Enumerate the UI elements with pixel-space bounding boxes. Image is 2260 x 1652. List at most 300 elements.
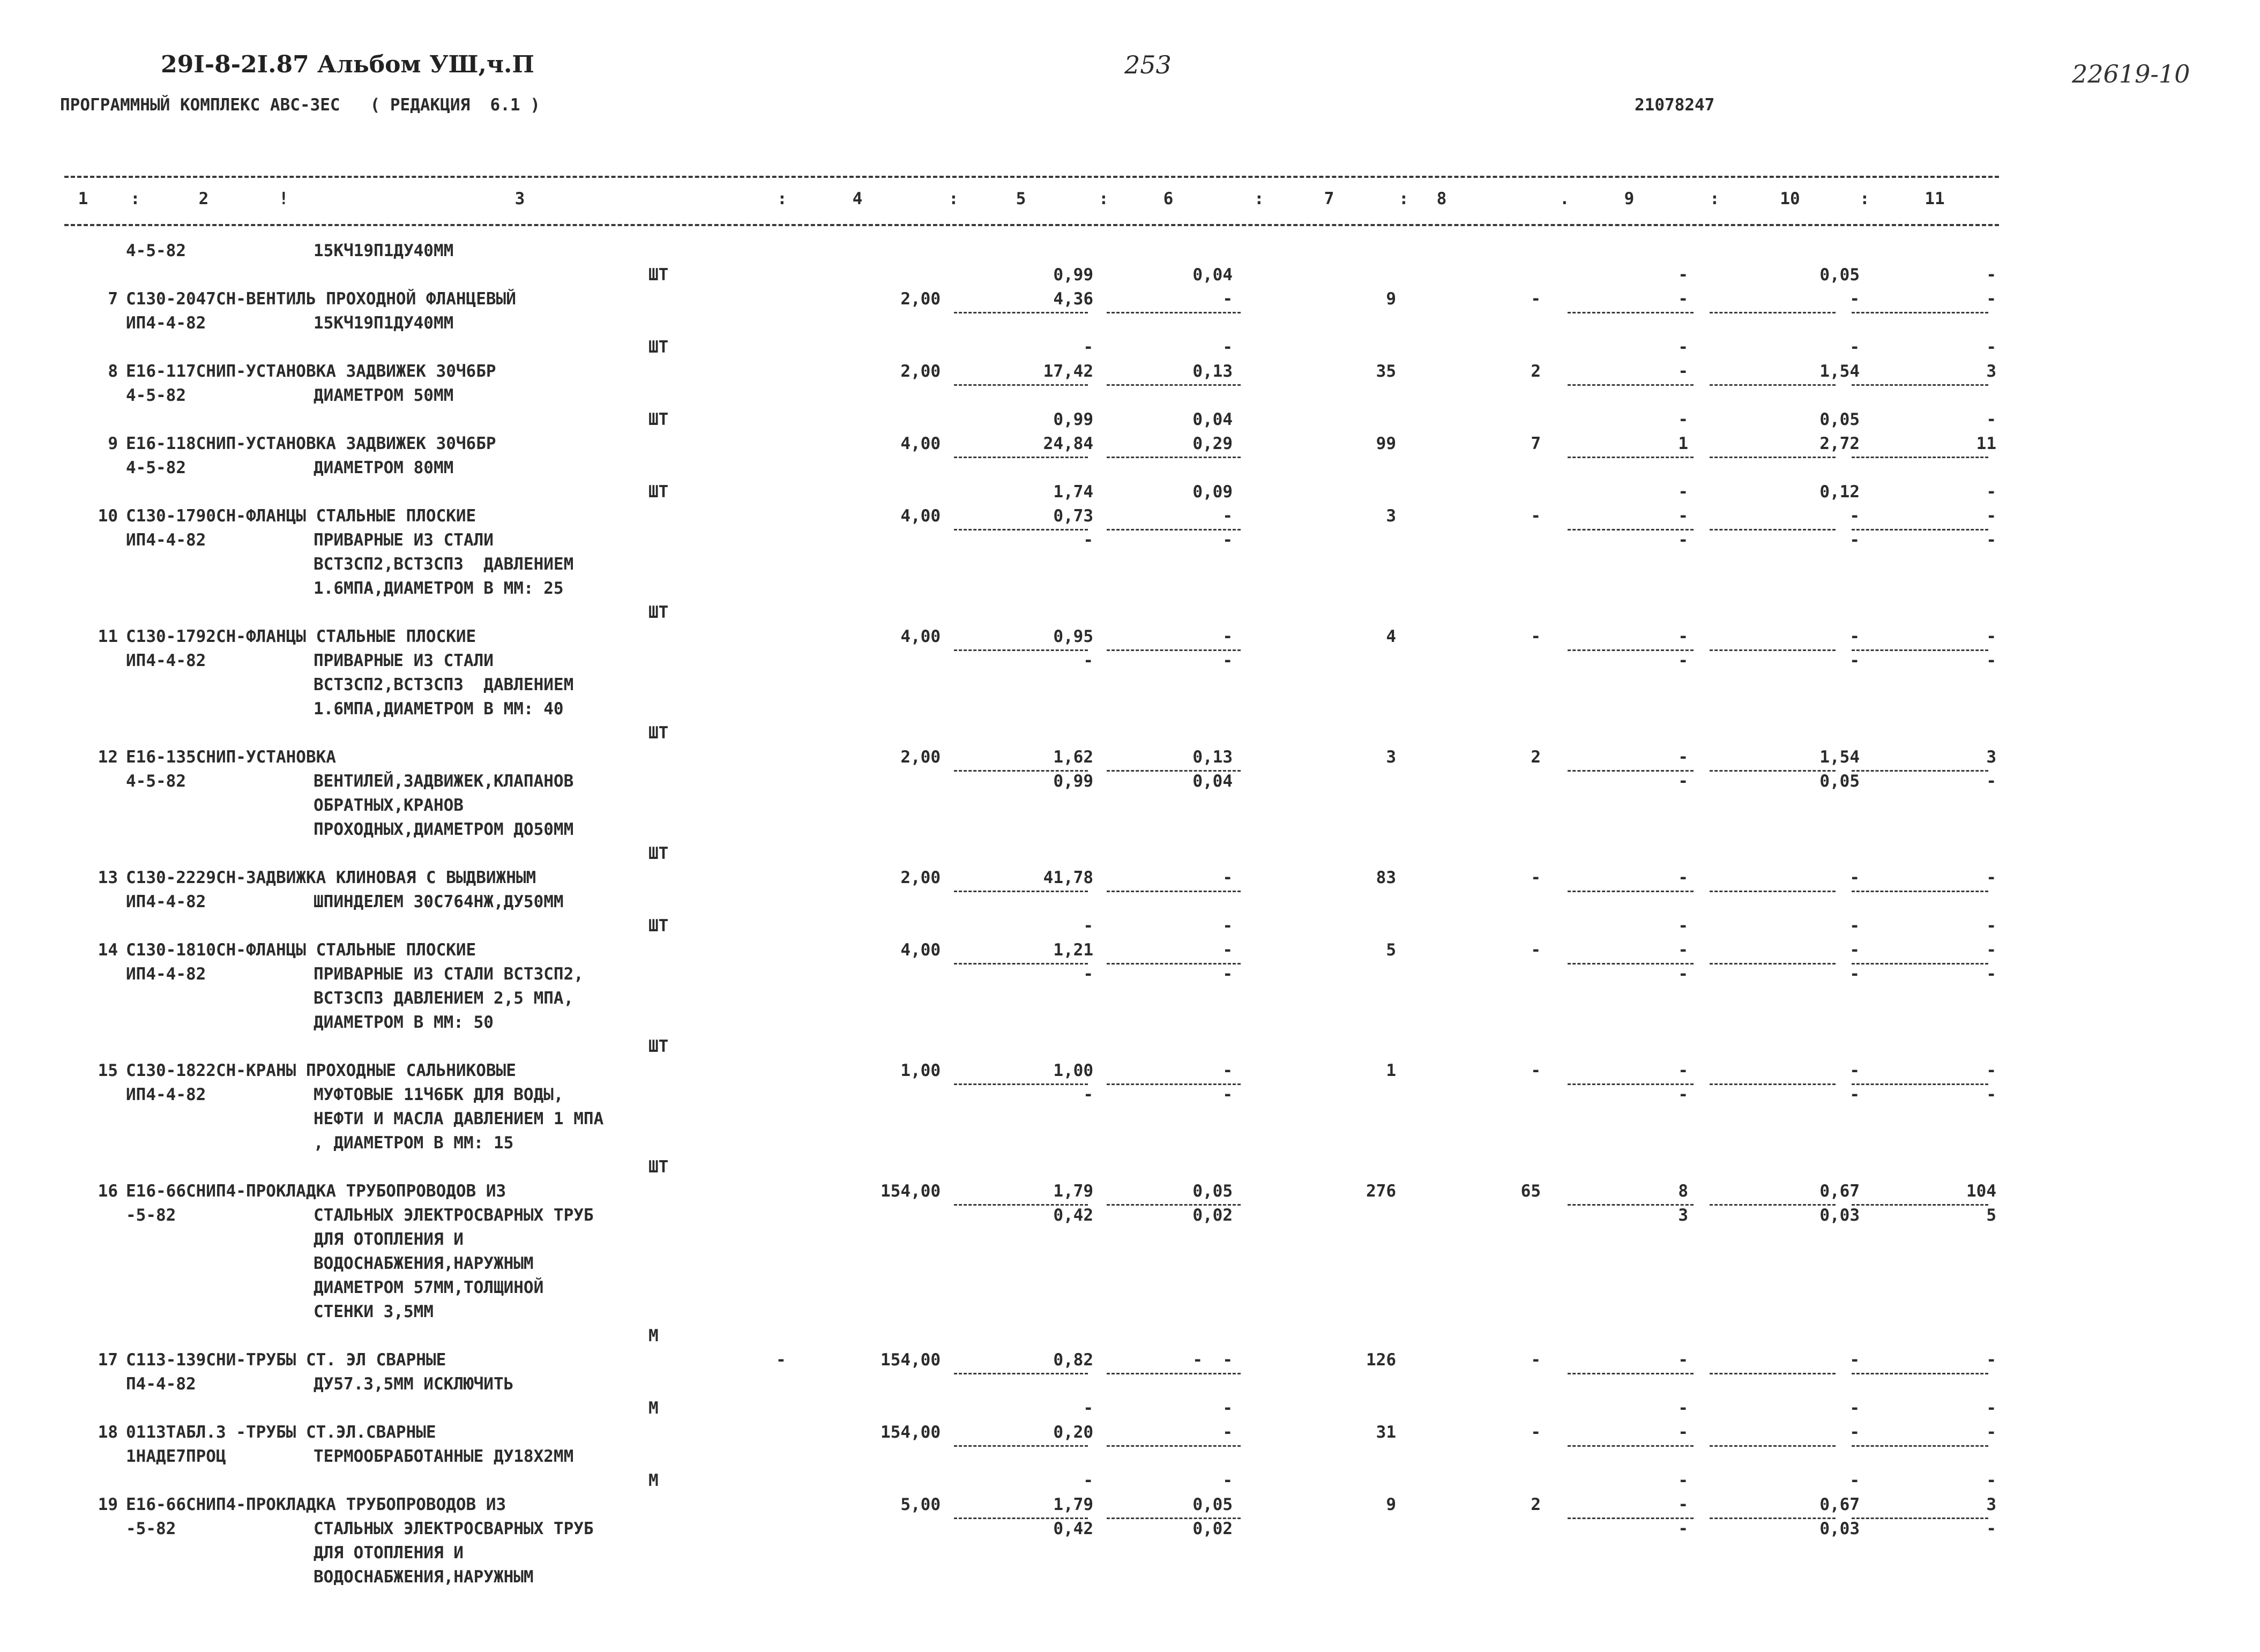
cell-c5: 4,36 — [1053, 289, 1093, 309]
cell-divider — [954, 384, 1088, 386]
cell-c5: 0,95 — [1053, 627, 1093, 646]
column-separator: : — [1099, 189, 1109, 208]
cell-c5: 41,78 — [1043, 868, 1093, 887]
cell-c6: - — [1222, 868, 1233, 887]
row-number: 11 — [98, 627, 118, 646]
row-number: 10 — [98, 506, 118, 526]
cell-c5b: 0,99 — [1053, 410, 1093, 429]
cell-c10b: 0,03 — [1819, 1519, 1860, 1538]
unit-label: ШТ — [648, 916, 669, 936]
cell-c9b: - — [1678, 1519, 1688, 1538]
unit-label: ШТ — [648, 603, 669, 622]
column-header-9: 9 — [1624, 189, 1635, 208]
table-top-rule — [64, 176, 1999, 178]
cell-c5: 0,82 — [1053, 1350, 1093, 1370]
cell-divider — [1568, 891, 1694, 892]
unit-label: ШТ — [648, 723, 669, 743]
unit-label: ШТ — [648, 844, 669, 863]
column-separator: : — [130, 189, 140, 208]
item-description-line: ВОДОСНАБЖЕНИЯ,НАРУЖНЫМ — [314, 1567, 534, 1587]
row-number: 12 — [98, 747, 118, 767]
item-description-line: ДУ57.3,5ММ ИСКЛЮЧИТЬ — [314, 1374, 514, 1394]
column-header-10: 10 — [1780, 189, 1800, 208]
cell-divider — [1107, 1373, 1241, 1374]
cell-c8: - — [1531, 940, 1541, 960]
cell-divider — [954, 1373, 1088, 1374]
item-description-line: 1.6МПА,ДИАМЕТРОМ В ММ: 25 — [314, 579, 564, 598]
item-code-line: С130-2047СН-ВЕНТИЛЬ ПРОХОДНОЙ ФЛАНЦЕВЫЙ — [126, 289, 516, 309]
cell-c5b: 0,42 — [1053, 1206, 1093, 1225]
cell-c6b: - — [1222, 916, 1233, 936]
cell-c11b: 5 — [1986, 1206, 1996, 1225]
column-header-8: 8 — [1436, 189, 1447, 208]
cell-c9b: - — [1678, 965, 1688, 984]
item-description-line: ТЕРМООБРАБОТАННЫЕ ДУ18Х2ММ — [314, 1447, 574, 1466]
item-code-line: 1НАДЕ7ПРОЦ — [126, 1447, 226, 1466]
cell-c5b: - — [1083, 651, 1093, 670]
item-description-line: ДИАМЕТРОМ В ММ: 50 — [314, 1013, 494, 1032]
cell-c5: 1,62 — [1053, 747, 1093, 767]
cell-divider — [1107, 891, 1241, 892]
cell-c9: - — [1678, 1495, 1688, 1514]
cell-c9: - — [1678, 1061, 1688, 1080]
item-code-line: Е16-66СНИП4-ПРОКЛАДКА ТРУБОПРОВОДОВ ИЗ — [126, 1182, 506, 1201]
item-description-line: ПРИВАРНЫЕ ИЗ СТАЛИ — [314, 530, 494, 550]
cell-c8: 2 — [1531, 362, 1541, 381]
cell-c8: - — [1531, 1061, 1541, 1080]
item-code-line: Е16-135СНИП-УСТАНОВКА — [126, 747, 336, 767]
cell-c6: - — [1222, 506, 1233, 526]
column-header-5: 5 — [1016, 189, 1026, 208]
cell-divider — [1568, 457, 1694, 458]
item-description-line: ДИАМЕТРОМ 50ММ — [314, 386, 454, 405]
cell-c11: - — [1986, 627, 1996, 646]
cell-c6b: - — [1222, 1471, 1233, 1490]
row-number: 18 — [98, 1423, 118, 1442]
cell-c6b: - — [1222, 1399, 1233, 1418]
cell-qty: 5,00 — [900, 1495, 941, 1514]
item-description-line: ПРОХОДНЫХ,ДИАМЕТРОМ ДО50ММ — [314, 820, 574, 839]
item-description-line: ВЕНТИЛЕЙ,ЗАДВИЖЕК,КЛАПАНОВ — [314, 772, 574, 791]
row-number: 15 — [98, 1061, 118, 1080]
cell-c11b: - — [1986, 1399, 1996, 1418]
cell-c11b: - — [1986, 265, 1996, 285]
cell-c6: 0,29 — [1192, 434, 1233, 453]
unit-label: ШТ — [648, 265, 669, 285]
cell-c8: - — [1531, 289, 1541, 309]
item-description-line: 15КЧ19П1ДУ40ММ — [314, 241, 454, 260]
item-description-line: ДЛЯ ОТОПЛЕНИЯ И — [314, 1230, 464, 1249]
cell-c10b: - — [1849, 916, 1860, 936]
table-header-rule — [64, 224, 1999, 226]
cell-c8: 65 — [1520, 1182, 1541, 1201]
row-number: 19 — [98, 1495, 118, 1514]
cell-divider — [1568, 384, 1694, 386]
cell-c11: 3 — [1986, 1495, 1996, 1514]
cell-qty: 2,00 — [900, 868, 941, 887]
cell-c8: 7 — [1531, 434, 1541, 453]
cell-divider — [1107, 457, 1241, 458]
cell-divider — [1710, 312, 1836, 313]
item-code-line: -5-82 — [126, 1519, 176, 1538]
item-code-line: С130-2229СН-ЗАДВИЖКА КЛИНОВАЯ С ВЫДВИЖНЫМ — [126, 868, 536, 887]
cell-c9b: - — [1678, 1399, 1688, 1418]
cell-divider — [1710, 891, 1836, 892]
cell-c9b: - — [1678, 1085, 1688, 1104]
item-code-line: Е16-118СНИП-УСТАНОВКА ЗАДВИЖЕК 30Ч6БР — [126, 434, 496, 453]
item-code-line: ИП4-4-82 — [126, 530, 206, 550]
cell-c11: - — [1986, 1423, 1996, 1442]
cell-c7: 1 — [1386, 1061, 1396, 1080]
cell-c6: 0,05 — [1192, 1182, 1233, 1201]
cell-qty: 2,00 — [900, 747, 941, 767]
unit-label: ШТ — [648, 410, 669, 429]
cell-qty: 4,00 — [900, 940, 941, 960]
item-description-line: ОБРАТНЫХ,КРАНОВ — [314, 796, 464, 815]
unit-label: М — [648, 1399, 659, 1418]
cell-divider — [1710, 1373, 1836, 1374]
cell-c9b: - — [1678, 651, 1688, 670]
cell-divider — [1710, 457, 1836, 458]
cell-c10b: - — [1849, 338, 1860, 357]
column-header-2: 2 — [198, 189, 209, 208]
cell-divider — [1852, 891, 1988, 892]
cell-c10b: - — [1849, 651, 1860, 670]
cell-c6: - — [1222, 289, 1233, 309]
item-description-line: , ДИАМЕТРОМ В ММ: 15 — [314, 1133, 514, 1153]
item-description-line: 15КЧ19П1ДУ40ММ — [314, 313, 454, 333]
cell-c10: - — [1849, 1423, 1860, 1442]
cell-c6b: - — [1222, 530, 1233, 550]
cell-divider — [1852, 1445, 1988, 1447]
cell-c5: 1,21 — [1053, 940, 1093, 960]
column-separator: : — [777, 189, 787, 208]
cell-c10: 1,54 — [1819, 747, 1860, 767]
cell-divider — [1107, 1445, 1241, 1447]
cell-c5: 24,84 — [1043, 434, 1093, 453]
cell-c10: 0,67 — [1819, 1495, 1860, 1514]
program-title: ПРОГРАММНЫЙ КОМПЛЕКС АВС-ЗЕС ( РЕДАКЦИЯ 6.1 ) — [60, 95, 540, 115]
cell-c6b: 0,02 — [1192, 1519, 1233, 1538]
cell-c9: - — [1678, 506, 1688, 526]
item-description-line: 1.6МПА,ДИАМЕТРОМ В ММ: 40 — [314, 699, 564, 719]
cell-c5b: 0,99 — [1053, 772, 1093, 791]
column-separator: : — [1399, 189, 1409, 208]
cell-c6b: 0,04 — [1192, 265, 1233, 285]
cell-c5b: - — [1083, 530, 1093, 550]
column-separator: : — [1254, 189, 1264, 208]
item-code-line: С130-1790СН-ФЛАНЦЫ СТАЛЬНЫЕ ПЛОСКИЕ — [126, 506, 476, 526]
unit-label: М — [648, 1326, 659, 1345]
cell-qty: 154,00 — [881, 1423, 941, 1442]
cell-c7: 9 — [1386, 289, 1396, 309]
cell-c7: 3 — [1386, 506, 1396, 526]
cell-c11: - — [1986, 289, 1996, 309]
column-header-1: 1 — [78, 189, 88, 208]
unit-label: ШТ — [648, 482, 669, 502]
cell-c9b: - — [1678, 410, 1688, 429]
cell-divider — [1852, 457, 1988, 458]
cell-divider — [1568, 1373, 1694, 1374]
item-code-line: 4-5-82 — [126, 241, 186, 260]
cell-c6: - — [1222, 1061, 1233, 1080]
cell-c11b: - — [1986, 338, 1996, 357]
minus-sign: - — [776, 1350, 786, 1370]
unit-label: ШТ — [648, 1037, 669, 1056]
cell-divider — [954, 312, 1088, 313]
cell-c9: - — [1678, 289, 1688, 309]
column-separator: . — [1560, 189, 1570, 208]
row-number: 16 — [98, 1182, 118, 1201]
column-header-11: 11 — [1925, 189, 1945, 208]
item-code-line: С113-139СНИ-ТРУБЫ СТ. ЭЛ СВАРНЫЕ — [126, 1350, 446, 1370]
cell-divider — [954, 457, 1088, 458]
cell-c11: - — [1986, 940, 1996, 960]
row-number: 13 — [98, 868, 118, 887]
row-number: 17 — [98, 1350, 118, 1370]
cell-c5b: - — [1083, 965, 1093, 984]
column-separator: ! — [279, 189, 289, 208]
cell-c10: - — [1849, 627, 1860, 646]
album-header: 29I-8-2I.87 Альбом УШ,ч.П — [161, 51, 534, 78]
column-header-7: 7 — [1324, 189, 1334, 208]
cell-c7: 276 — [1366, 1182, 1396, 1201]
cell-c6b: 0,04 — [1192, 410, 1233, 429]
cell-c10: - — [1849, 1061, 1860, 1080]
column-header-3: 3 — [514, 189, 525, 208]
cell-qty: 4,00 — [900, 506, 941, 526]
cell-c10b: 0,05 — [1819, 772, 1860, 791]
item-code-line: ИП4-4-82 — [126, 892, 206, 911]
cell-c11: 3 — [1986, 747, 1996, 767]
cell-c10: - — [1849, 289, 1860, 309]
unit-label: ШТ — [648, 1157, 669, 1177]
cell-c5b: 1,74 — [1053, 482, 1093, 502]
item-description-line: ШПИНДЕЛЕМ 30С764НЖ,ДУ50ММ — [314, 892, 564, 911]
item-code-line: С130-1822СН-КРАНЫ ПРОХОДНЫЕ САЛЬНИКОВЫЕ — [126, 1061, 516, 1080]
cell-c11b: - — [1986, 530, 1996, 550]
cell-c9: - — [1678, 362, 1688, 381]
cell-c7: 31 — [1376, 1423, 1396, 1442]
cell-c9b: 3 — [1678, 1206, 1688, 1225]
cell-c11b: - — [1986, 1471, 1996, 1490]
item-code-line: ИП4-4-82 — [126, 313, 206, 333]
item-code-line: С130-1810СН-ФЛАНЦЫ СТАЛЬНЫЕ ПЛОСКИЕ — [126, 940, 476, 960]
cell-c9b: - — [1678, 482, 1688, 502]
cell-divider — [954, 1445, 1088, 1447]
cell-c6: - — [1222, 1423, 1233, 1442]
cell-c5: 1,79 — [1053, 1182, 1093, 1201]
item-description-line: ВОДОСНАБЖЕНИЯ,НАРУЖНЫМ — [314, 1254, 534, 1273]
column-header-4: 4 — [852, 189, 863, 208]
item-code-line: С130-1792СН-ФЛАНЦЫ СТАЛЬНЫЕ ПЛОСКИЕ — [126, 627, 476, 646]
cell-c8: - — [1531, 627, 1541, 646]
item-description-line: СТАЛЬНЫХ ЭЛЕКТРОСВАРНЫХ ТРУБ — [314, 1206, 594, 1225]
cell-c8: - — [1531, 506, 1541, 526]
cell-c11: - — [1986, 506, 1996, 526]
cell-c10b: - — [1849, 1399, 1860, 1418]
cell-c5b: - — [1083, 338, 1093, 357]
cell-qty: 2,00 — [900, 362, 941, 381]
cell-c7: 3 — [1386, 747, 1396, 767]
item-description-line: ДИАМЕТРОМ 57ММ,ТОЛЩИНОЙ — [314, 1278, 544, 1297]
cell-c9b: - — [1678, 338, 1688, 357]
cell-c7: 35 — [1376, 362, 1396, 381]
item-code-line: Е16-117СНИП-УСТАНОВКА ЗАДВИЖЕК 30Ч6БР — [126, 362, 496, 381]
cell-c10: - — [1849, 868, 1860, 887]
column-header-6: 6 — [1163, 189, 1174, 208]
cell-c6b: 0,04 — [1192, 772, 1233, 791]
cell-divider — [1107, 384, 1241, 386]
item-code-line: 4-5-82 — [126, 458, 186, 477]
item-code-line: -5-82 — [126, 1206, 176, 1225]
cell-c6b: - — [1222, 651, 1233, 670]
cell-c6: - - — [1192, 1350, 1233, 1370]
unit-label: ШТ — [648, 338, 669, 357]
item-description-line: СТАЛЬНЫХ ЭЛЕКТРОСВАРНЫХ ТРУБ — [314, 1519, 594, 1538]
cell-c10: - — [1849, 940, 1860, 960]
cell-c11b: - — [1986, 965, 1996, 984]
cell-c10b: - — [1849, 1085, 1860, 1104]
cell-c8: 2 — [1531, 1495, 1541, 1514]
cell-c6b: - — [1222, 965, 1233, 984]
cell-c11: - — [1986, 1350, 1996, 1370]
cell-c7: 99 — [1376, 434, 1396, 453]
cell-c8: - — [1531, 868, 1541, 887]
cell-c10: 1,54 — [1819, 362, 1860, 381]
cell-c11b: - — [1986, 772, 1996, 791]
cell-c9b: - — [1678, 265, 1688, 285]
cell-c6: - — [1222, 627, 1233, 646]
cell-c6b: - — [1222, 338, 1233, 357]
cell-c5b: - — [1083, 1399, 1093, 1418]
cell-c5b: - — [1083, 1085, 1093, 1104]
unit-label: М — [648, 1471, 659, 1490]
cell-c8: - — [1531, 1423, 1541, 1442]
cell-c9: - — [1678, 868, 1688, 887]
document-code: 21078247 — [1635, 95, 1715, 115]
cell-c6: 0,13 — [1192, 362, 1233, 381]
cell-c10: - — [1849, 506, 1860, 526]
row-number: 9 — [108, 434, 118, 453]
cell-c5: 17,42 — [1043, 362, 1093, 381]
cell-c9b: - — [1678, 1471, 1688, 1490]
cell-c10: - — [1849, 1350, 1860, 1370]
item-code-line: ИП4-4-82 — [126, 965, 206, 984]
cell-c10b: 0,03 — [1819, 1206, 1860, 1225]
item-code-line: ИП4-4-82 — [126, 651, 206, 670]
cell-c11: - — [1986, 1061, 1996, 1080]
column-separator: : — [1710, 189, 1720, 208]
cell-c8: 2 — [1531, 747, 1541, 767]
cell-c11: 11 — [1976, 434, 1996, 453]
cell-c8: - — [1531, 1350, 1541, 1370]
cell-qty: 154,00 — [881, 1350, 941, 1370]
item-code-line: Е16-66СНИП4-ПРОКЛАДКА ТРУБОПРОВОДОВ ИЗ — [126, 1495, 506, 1514]
cell-c11b: - — [1986, 482, 1996, 502]
cell-c5b: 0,42 — [1053, 1519, 1093, 1538]
cell-c7: 126 — [1366, 1350, 1396, 1370]
cell-c9: 8 — [1678, 1182, 1688, 1201]
cell-c7: 83 — [1376, 868, 1396, 887]
item-description-line: ДЛЯ ОТОПЛЕНИЯ И — [314, 1543, 464, 1563]
column-separator: : — [949, 189, 959, 208]
cell-qty: 154,00 — [881, 1182, 941, 1201]
cell-c9: 1 — [1678, 434, 1688, 453]
cell-c9: - — [1678, 747, 1688, 767]
cell-c11b: - — [1986, 410, 1996, 429]
cell-c10b: 0,05 — [1819, 265, 1860, 285]
cell-c7: 5 — [1386, 940, 1396, 960]
cell-c5: 0,20 — [1053, 1423, 1093, 1442]
cell-divider — [1852, 312, 1988, 313]
cell-qty: 4,00 — [900, 627, 941, 646]
item-description-line: ВСТ3СП2,ВСТ3СП3 ДАВЛЕНИЕМ — [314, 555, 574, 574]
cell-c5: 1,00 — [1053, 1061, 1093, 1080]
cell-c6: 0,05 — [1192, 1495, 1233, 1514]
cell-c9b: - — [1678, 916, 1688, 936]
cell-c5: 0,73 — [1053, 506, 1093, 526]
item-code-line: 4-5-82 — [126, 386, 186, 405]
cell-c10b: 0,12 — [1819, 482, 1860, 502]
item-code-line: ИП4-4-82 — [126, 1085, 206, 1104]
cell-c6b: 0,02 — [1192, 1206, 1233, 1225]
row-number: 7 — [108, 289, 118, 309]
cell-c9: - — [1678, 627, 1688, 646]
cell-c9: - — [1678, 940, 1688, 960]
cell-c11b: - — [1986, 916, 1996, 936]
cell-c10: 2,72 — [1819, 434, 1860, 453]
cell-divider — [1710, 384, 1836, 386]
cell-c11b: - — [1986, 651, 1996, 670]
item-description-line: ВСТ3СП2,ВСТ3СП3 ДАВЛЕНИЕМ — [314, 675, 574, 694]
row-number: 8 — [108, 362, 118, 381]
cell-c9: - — [1678, 1423, 1688, 1442]
cell-c5: 1,79 — [1053, 1495, 1093, 1514]
cell-c11b: - — [1986, 1085, 1996, 1104]
cell-divider — [1107, 312, 1241, 313]
cell-c9b: - — [1678, 772, 1688, 791]
cell-c5b: - — [1083, 916, 1093, 936]
cell-divider — [954, 891, 1088, 892]
cell-c11b: - — [1986, 1519, 1996, 1538]
cell-divider — [1852, 1373, 1988, 1374]
cell-c7: 9 — [1386, 1495, 1396, 1514]
cell-c10b: 0,05 — [1819, 410, 1860, 429]
cell-c6: - — [1222, 940, 1233, 960]
row-number: 14 — [98, 940, 118, 960]
item-code-line: П4-4-82 — [126, 1374, 196, 1394]
item-code-line: 4-5-82 — [126, 772, 186, 791]
page-number: 253 — [1124, 50, 1172, 79]
item-description-line: НЕФТИ И МАСЛА ДАВЛЕНИЕМ 1 МПА — [314, 1109, 604, 1128]
cell-qty: 4,00 — [900, 434, 941, 453]
cell-c10: 0,67 — [1819, 1182, 1860, 1201]
cell-c6b: - — [1222, 1085, 1233, 1104]
cell-c9b: - — [1678, 530, 1688, 550]
item-description-line: ДИАМЕТРОМ 80ММ — [314, 458, 454, 477]
cell-c10b: - — [1849, 530, 1860, 550]
cell-c11: 3 — [1986, 362, 1996, 381]
cell-c5b: - — [1083, 1471, 1093, 1490]
item-code-line: 0113ТАБЛ.3 -ТРУБЫ СТ.ЭЛ.СВАРНЫЕ — [126, 1423, 436, 1442]
item-description-line: МУФТОВЫЕ 11Ч6БК ДЛЯ ВОДЫ, — [314, 1085, 564, 1104]
cell-c9: - — [1678, 1350, 1688, 1370]
cell-c11: 104 — [1966, 1182, 1996, 1201]
cell-c10b: - — [1849, 965, 1860, 984]
handwritten-stamp-number: 22619-10 — [2072, 59, 2190, 88]
item-description-line: СТЕНКИ 3,5ММ — [314, 1302, 434, 1321]
